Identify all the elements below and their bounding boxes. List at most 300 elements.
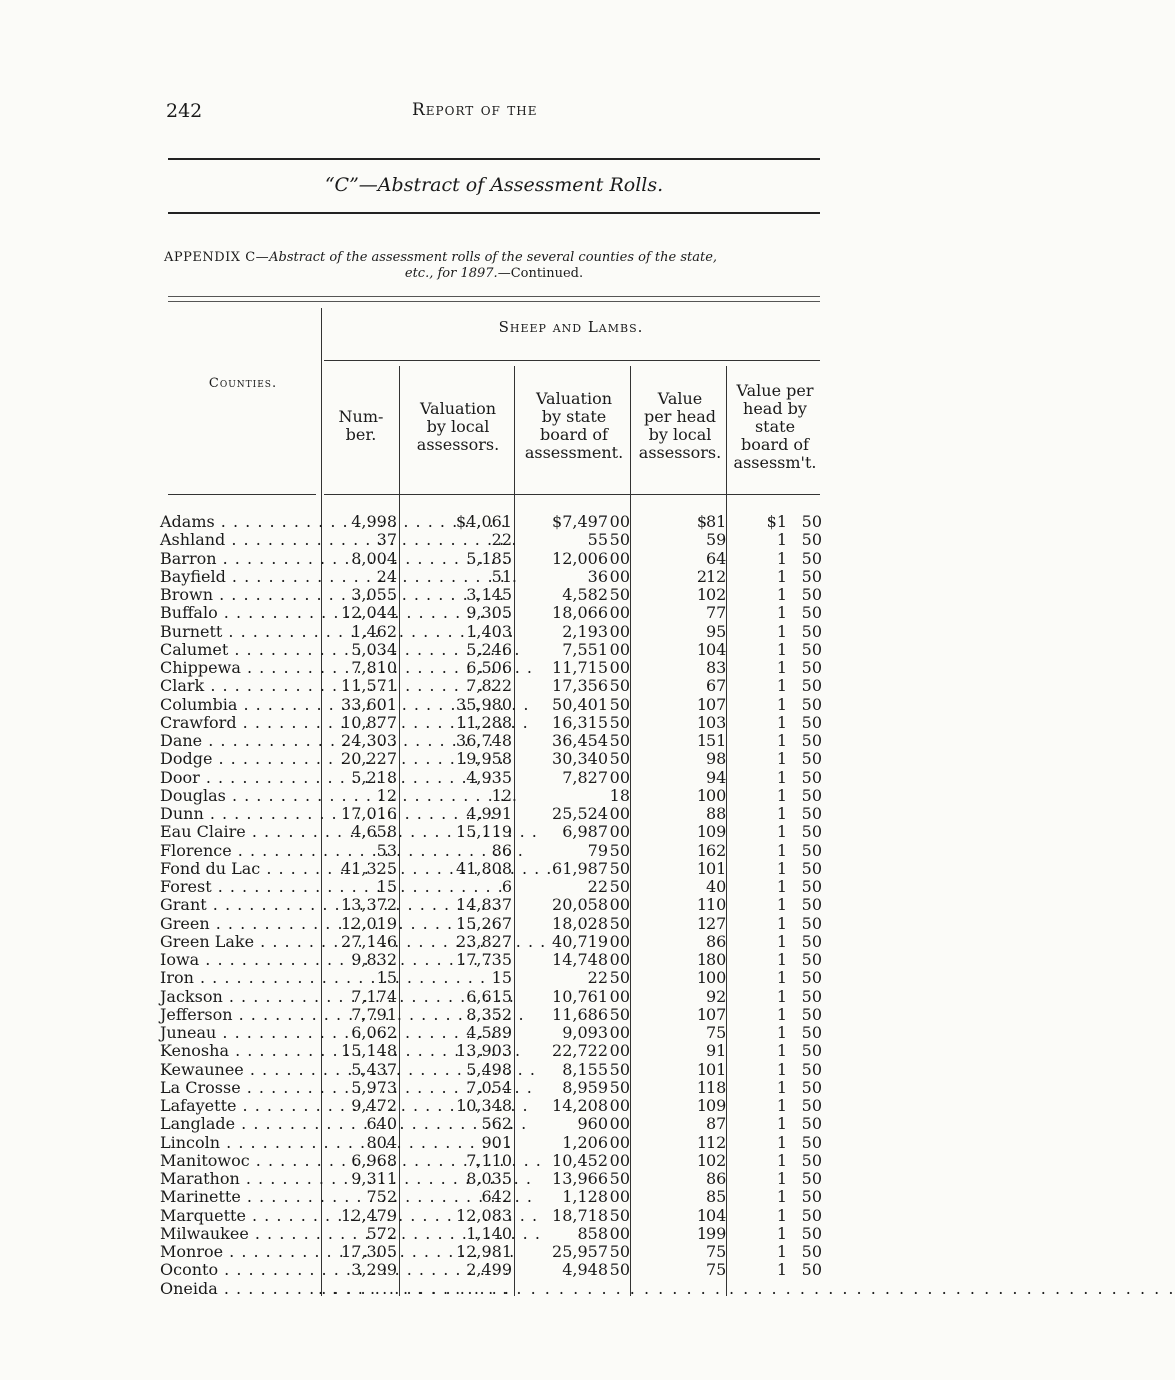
table-cell: 50	[801, 566, 822, 586]
col-header-line: per head	[644, 407, 716, 426]
group-header-rule	[324, 360, 820, 361]
table-cell: 7,110	[466, 1150, 512, 1170]
table-cell: 8,352	[466, 1004, 512, 1024]
table-cell: 3,145	[466, 585, 512, 604]
table-row	[0, 641, 872, 659]
table-cell: 1	[776, 804, 787, 823]
table-cell: 5,973	[351, 1077, 397, 1097]
table-row	[0, 623, 872, 641]
table-cell: 960	[577, 1114, 608, 1134]
table-row	[0, 769, 872, 787]
table-cell: 50	[609, 749, 630, 769]
table-cell: 50,401	[552, 694, 608, 714]
table-cell: 1	[696, 1096, 707, 1115]
table-cell: 17,735	[456, 950, 512, 969]
table-cell: 1	[776, 1004, 787, 1024]
table-cell: 11,571	[341, 676, 397, 696]
table-cell: $1	[766, 512, 787, 531]
county-name: Eau Claire . . .	[160, 823, 315, 841]
table-cell: 50	[609, 1077, 630, 1097]
table-cell: 5,437	[351, 1059, 397, 1079]
table-cell: 00	[609, 895, 630, 915]
table-cell: 92	[706, 986, 727, 1006]
table-cell: 36,748	[456, 731, 512, 750]
table-cell: 30,340	[552, 749, 608, 769]
county-name: Barron . . .	[160, 550, 315, 568]
county-name: Jefferson . . .	[160, 1006, 315, 1024]
county-name: Green Lake . . .	[160, 933, 315, 951]
table-cell: 5,034	[351, 639, 397, 659]
table-cell: 1	[696, 1004, 707, 1024]
table-cell: 6,062	[351, 1023, 397, 1042]
table-cell: 37	[376, 530, 397, 550]
table-cell: 50	[801, 895, 822, 915]
table-cell: 00	[609, 639, 630, 659]
table-cell: 13,372	[341, 895, 397, 915]
col-header-line: by local	[426, 417, 490, 436]
table-row	[0, 677, 872, 695]
table-cell: 00	[609, 621, 630, 641]
table-cell: 1	[776, 840, 787, 860]
table-cell: 87	[706, 1114, 727, 1134]
table-cell: 62	[706, 840, 727, 860]
table-cell: 8,004	[351, 548, 397, 568]
table-cell: 36,454	[552, 731, 608, 750]
table-row	[0, 969, 872, 987]
table-cell: 81	[706, 512, 727, 531]
county-name: Marquette . . .	[160, 1207, 315, 1225]
table-cell: 27	[706, 913, 727, 933]
col-header-line: Value	[657, 389, 703, 408]
county-name: Marathon . . .	[160, 1170, 315, 1188]
table-cell: 1	[696, 639, 707, 659]
table-cell: 50	[801, 950, 822, 969]
table-cell: 50	[609, 585, 630, 604]
table-cell: 00	[609, 1023, 630, 1042]
table-cell: 1	[776, 694, 787, 714]
table-cell: 3,055	[351, 585, 397, 604]
table-cell: 50	[801, 1114, 822, 1134]
table-cell: 9,093	[562, 1023, 608, 1042]
table-cell: 50	[801, 512, 822, 531]
table-row	[0, 1115, 872, 1133]
table-cell: 50	[609, 858, 630, 878]
table-cell: 640	[366, 1114, 397, 1134]
table-cell: 75	[706, 1023, 727, 1042]
table-cell: 00	[609, 1114, 630, 1134]
table-cell: 86	[706, 931, 727, 951]
table-row	[0, 604, 872, 622]
table-cell: 14,748	[552, 950, 608, 969]
county-name: Burnett . . .	[160, 623, 315, 641]
table-cell: 75	[706, 1242, 727, 1261]
table-cell: 11,288	[456, 712, 512, 732]
table-cell: 17,305	[341, 1242, 397, 1261]
table-cell: 2	[696, 566, 707, 586]
table-cell: 7,551	[562, 639, 608, 659]
table-cell: 5,185	[466, 548, 512, 568]
table-cell: 10,348	[456, 1096, 512, 1115]
table-cell: 1	[696, 1077, 707, 1097]
col-header-line: by local	[648, 425, 712, 444]
table-row	[0, 915, 872, 933]
table-cell: 88	[706, 804, 727, 823]
table-cell: 1	[776, 986, 787, 1006]
table-cell: 4,582	[562, 585, 608, 604]
table-cell: 6,506	[466, 658, 512, 677]
table-cell: 36	[587, 566, 608, 586]
table-cell: 1	[776, 749, 787, 769]
table-row	[0, 568, 872, 586]
table-cell: 95	[706, 621, 727, 641]
table-cell: 10,877	[341, 712, 397, 732]
table-cell: 50	[801, 658, 822, 677]
col-header-valuation-local	[402, 400, 514, 454]
table-row	[0, 1188, 872, 1206]
table-row	[0, 1097, 872, 1115]
table-cell: 25,524	[552, 804, 608, 823]
table-cell: 1	[776, 1041, 787, 1061]
table-cell: 35,980	[456, 694, 512, 714]
table-cell: 25,957	[552, 1242, 608, 1261]
table-cell: 1	[776, 1169, 787, 1188]
table-cell: 23,827	[456, 931, 512, 951]
table-row	[0, 1134, 872, 1152]
table-cell: 1	[776, 1096, 787, 1115]
table-cell: 5,218	[351, 767, 397, 787]
table-cell: 50	[609, 1260, 630, 1280]
table-cell: 1	[776, 530, 787, 550]
table-cell: 5,498	[466, 1059, 512, 1079]
table-cell: 50	[801, 712, 822, 732]
county-name: Forest . . .	[160, 878, 315, 896]
table-cell: 50	[801, 1169, 822, 1188]
table-cell: 1	[776, 658, 787, 677]
table-cell: 59	[706, 530, 727, 550]
table-cell: 50	[801, 1132, 822, 1152]
table-cell: 9,311	[351, 1169, 397, 1188]
table-cell: 12	[706, 566, 727, 586]
table-cell: 12	[706, 1132, 727, 1152]
table-cell: 12,044	[341, 603, 397, 623]
table-cell: 12,006	[552, 548, 608, 568]
table-cell: 15	[491, 968, 512, 988]
table-cell: 11,715	[552, 658, 608, 677]
table-cell: 50	[801, 986, 822, 1006]
county-name: Fond du Lac . . .	[160, 860, 315, 878]
table-cell: 00	[609, 767, 630, 787]
table-cell: 00	[609, 603, 630, 623]
table-cell: 1	[696, 694, 707, 714]
table-cell: 50	[801, 840, 822, 860]
table-cell: 15,267	[456, 913, 512, 933]
table-cell: 2,499	[466, 1260, 512, 1280]
county-name: Lafayette . . .	[160, 1097, 315, 1115]
col-header-line: Valuation	[419, 399, 497, 418]
county-name: Florence . . .	[160, 842, 315, 860]
table-cell: 85	[706, 1187, 727, 1207]
table-cell: 50	[801, 913, 822, 933]
table-row	[0, 951, 872, 969]
table-cell: 1	[776, 767, 787, 787]
col-header-line: board of	[741, 435, 809, 454]
table-row	[0, 842, 872, 860]
table-cell: 1	[696, 895, 707, 915]
table-cell: 1	[776, 1023, 787, 1042]
table-cell: 40,719	[552, 931, 608, 951]
table-cell: 86	[491, 840, 512, 860]
table-cell: 1	[776, 931, 787, 951]
county-name: Brown . . .	[160, 586, 315, 604]
col-header-valuation-state	[516, 390, 632, 462]
table-cell: 8,035	[466, 1169, 512, 1188]
table-cell: 1	[696, 585, 707, 604]
table-cell: 50	[801, 749, 822, 769]
table-cell: 752	[366, 1187, 397, 1207]
table-row	[0, 1006, 872, 1024]
col-header-line: assessm't.	[733, 453, 817, 472]
table-cell: 1	[776, 1187, 787, 1207]
table-cell: 15	[376, 877, 397, 896]
table-cell: 00	[609, 822, 630, 842]
col-header-line: state	[754, 417, 796, 436]
table-cell: 50	[801, 1187, 822, 1207]
table-cell: 1,403	[466, 621, 512, 641]
table-cell: 41,325	[341, 858, 397, 878]
table-cell: 50	[801, 694, 822, 714]
table-cell: 1	[776, 603, 787, 623]
table-row	[0, 586, 872, 604]
table-cell: 1	[776, 895, 787, 915]
table-cell: 1	[776, 822, 787, 842]
table-cell: 1	[776, 712, 787, 732]
table-cell: 1	[776, 1205, 787, 1225]
table-cell: 50	[801, 530, 822, 550]
table-cell: 01	[706, 858, 727, 878]
table-cell: 18	[609, 785, 630, 805]
table-cell: 50	[801, 731, 822, 750]
table-cell: 61,987	[552, 858, 608, 878]
table-cell: 9,472	[351, 1096, 397, 1115]
col-header-line: by state	[541, 407, 607, 426]
table-cell: 33,601	[341, 694, 397, 714]
county-name: Milwaukee . . .	[160, 1225, 315, 1243]
table-cell: 50	[801, 1205, 822, 1225]
county-name: Door . . .	[160, 769, 315, 787]
table-cell: 03	[706, 712, 727, 732]
table-cell: 1	[696, 731, 707, 750]
table-cell: 67	[706, 676, 727, 696]
table-cell: 12,479	[341, 1205, 397, 1225]
table-cell: 7,827	[562, 767, 608, 787]
table-row	[0, 513, 872, 531]
table-cell: 53	[376, 840, 397, 860]
table-cell: 83	[706, 658, 727, 677]
table-cell: 22	[491, 530, 512, 550]
table-row	[0, 988, 872, 1006]
table-cell: 04	[706, 1205, 727, 1225]
table-row	[0, 787, 872, 805]
col-header-value-state	[728, 382, 822, 472]
table-cell: 1	[776, 676, 787, 696]
appendix-lead: APPENDIX C—	[164, 250, 270, 265]
table-cell: 9,832	[351, 950, 397, 969]
table-cell: 00	[609, 1187, 630, 1207]
table-cell: 50	[801, 676, 822, 696]
table-row	[0, 1170, 872, 1188]
county-name: Clark . . .	[160, 677, 315, 695]
table-cell: 18,066	[552, 603, 608, 623]
county-name: Marinette . . .	[160, 1188, 315, 1206]
county-name: Monroe . . .	[160, 1243, 315, 1261]
table-cell: 00	[706, 785, 727, 805]
table-cell: 02	[706, 585, 727, 604]
table-cell: 5,246	[466, 639, 512, 659]
table-cell: 50	[609, 1004, 630, 1024]
header-bottom-rule-left	[168, 494, 316, 495]
table-cell: 17,016	[341, 804, 397, 823]
table-cell: 18,028	[552, 913, 608, 933]
table-cell: 1	[696, 1059, 707, 1079]
table-cell: 50	[801, 968, 822, 988]
col-header-line: Value per	[736, 381, 814, 400]
table-cell: 04	[706, 639, 727, 659]
table-cell: 7,054	[466, 1077, 512, 1097]
table-cell: 19,958	[456, 749, 512, 769]
table-cell: 1,140	[466, 1223, 512, 1243]
county-name: Dodge . . .	[160, 750, 315, 768]
col-header-line: Num-	[338, 407, 384, 426]
table-cell: 1	[776, 858, 787, 878]
table-cell: 50	[801, 804, 822, 823]
table-cell: 8,155	[562, 1059, 608, 1079]
table-cell: 09	[706, 1096, 727, 1115]
col-header-line: board of	[540, 425, 608, 444]
table-cell: 1	[696, 1223, 707, 1243]
table-row	[0, 1261, 872, 1279]
table-cell: 562	[481, 1114, 512, 1134]
table-cell: 642	[481, 1187, 512, 1207]
table-cell: 13,903	[456, 1041, 512, 1061]
table-cell: 6,968	[351, 1150, 397, 1170]
table-cell: 50	[609, 913, 630, 933]
table-cell: 27,146	[341, 931, 397, 951]
table-cell: 1	[776, 566, 787, 586]
table-cell: 901	[481, 1132, 512, 1152]
running-head: Report of the	[412, 100, 538, 120]
table-cell: 00	[609, 1041, 630, 1061]
table-cell: 9,305	[466, 603, 512, 623]
table-cell: 00	[609, 986, 630, 1006]
table-cell: 24,303	[341, 731, 397, 750]
col-header-line: head by	[743, 399, 807, 418]
table-cell: 858	[577, 1223, 608, 1243]
table-cell: 15,119	[456, 822, 512, 842]
table-cell: 11,686	[552, 1004, 608, 1024]
table-cell: 12	[376, 785, 397, 805]
table-row	[0, 860, 872, 878]
table-cell: 99	[706, 1223, 727, 1243]
county-name: Douglas . . .	[160, 787, 315, 805]
table-cell: 79	[587, 840, 608, 860]
table-cell: 1	[776, 1223, 787, 1243]
table-cell: 50	[609, 712, 630, 732]
table-row	[0, 714, 872, 732]
county-name: Bayfield . . .	[160, 568, 315, 586]
col-header-line: Valuation	[535, 389, 613, 408]
col-header-value-local	[632, 390, 728, 462]
table-cell: 1	[776, 785, 787, 805]
table-cell: 00	[609, 512, 630, 531]
table-cell: 4,935	[466, 767, 512, 787]
table-row	[0, 1278, 1175, 1298]
dot-leader: . . . . . . . . . . . . . . . . . . . . . . . . . . . . . . . . . . . . . . . . . . . . . . . . . . . . . . . . . . . . .	[318, 1278, 1175, 1298]
table-cell: 4,948	[562, 1260, 608, 1280]
table-cell: 1	[776, 1114, 787, 1134]
county-name: Adams . . .	[160, 513, 315, 531]
table-cell: 00	[609, 658, 630, 677]
table-cell: 1	[776, 913, 787, 933]
table-row	[0, 659, 872, 677]
table-cell: 4,991	[466, 804, 512, 823]
table-cell: 1	[776, 1242, 787, 1261]
table-cell: 1	[776, 548, 787, 568]
table-cell: 50	[801, 785, 822, 805]
table-cell: 15	[376, 968, 397, 988]
table-cell: 7,791	[351, 1004, 397, 1024]
county-name: Calumet . . .	[160, 641, 315, 659]
table-cell: 4,589	[466, 1023, 512, 1042]
appendix-description: Abstract of the assessment rolls of the several counties of the state,	[269, 250, 718, 265]
table-cell: 00	[609, 548, 630, 568]
col-header-number	[326, 408, 396, 444]
table-cell: 50	[801, 1041, 822, 1061]
county-name: Grant . . .	[160, 896, 315, 914]
table-row	[0, 805, 872, 823]
county-name: Kewaunee . . .	[160, 1061, 315, 1079]
table-cell: 51	[491, 566, 512, 586]
appendix-caption	[164, 250, 824, 282]
table-cell: 6,615	[466, 986, 512, 1006]
col-header-line: ber.	[345, 425, 377, 444]
table-cell: 50	[609, 694, 630, 714]
table-cell: $	[696, 512, 707, 531]
table-cell: 12	[491, 785, 512, 805]
table-cell: 1	[696, 785, 707, 805]
table-cell: 50	[609, 840, 630, 860]
table-cell: 50	[609, 1059, 630, 1079]
table-row	[0, 1225, 872, 1243]
table-cell: 07	[706, 1004, 727, 1024]
county-name: Lincoln . . .	[160, 1134, 315, 1152]
table-cell: 50	[801, 1260, 822, 1280]
table-cell: 64	[706, 548, 727, 568]
table-row	[0, 531, 872, 549]
county-name: Oconto . . .	[160, 1261, 315, 1279]
table-cell: 50	[801, 1096, 822, 1115]
table-cell: 50	[801, 1077, 822, 1097]
table-cell: 1	[696, 968, 707, 988]
table-cell: 10,761	[552, 986, 608, 1006]
table-cell: 4,658	[351, 822, 397, 842]
table-cell: 50	[801, 1023, 822, 1042]
table-cell: 1	[696, 822, 707, 842]
table-cell: 50	[609, 877, 630, 896]
table-cell: 14,208	[552, 1096, 608, 1115]
table-cell: 6	[501, 877, 512, 896]
table-cell: 00	[706, 968, 727, 988]
table-cell: 1	[776, 585, 787, 604]
